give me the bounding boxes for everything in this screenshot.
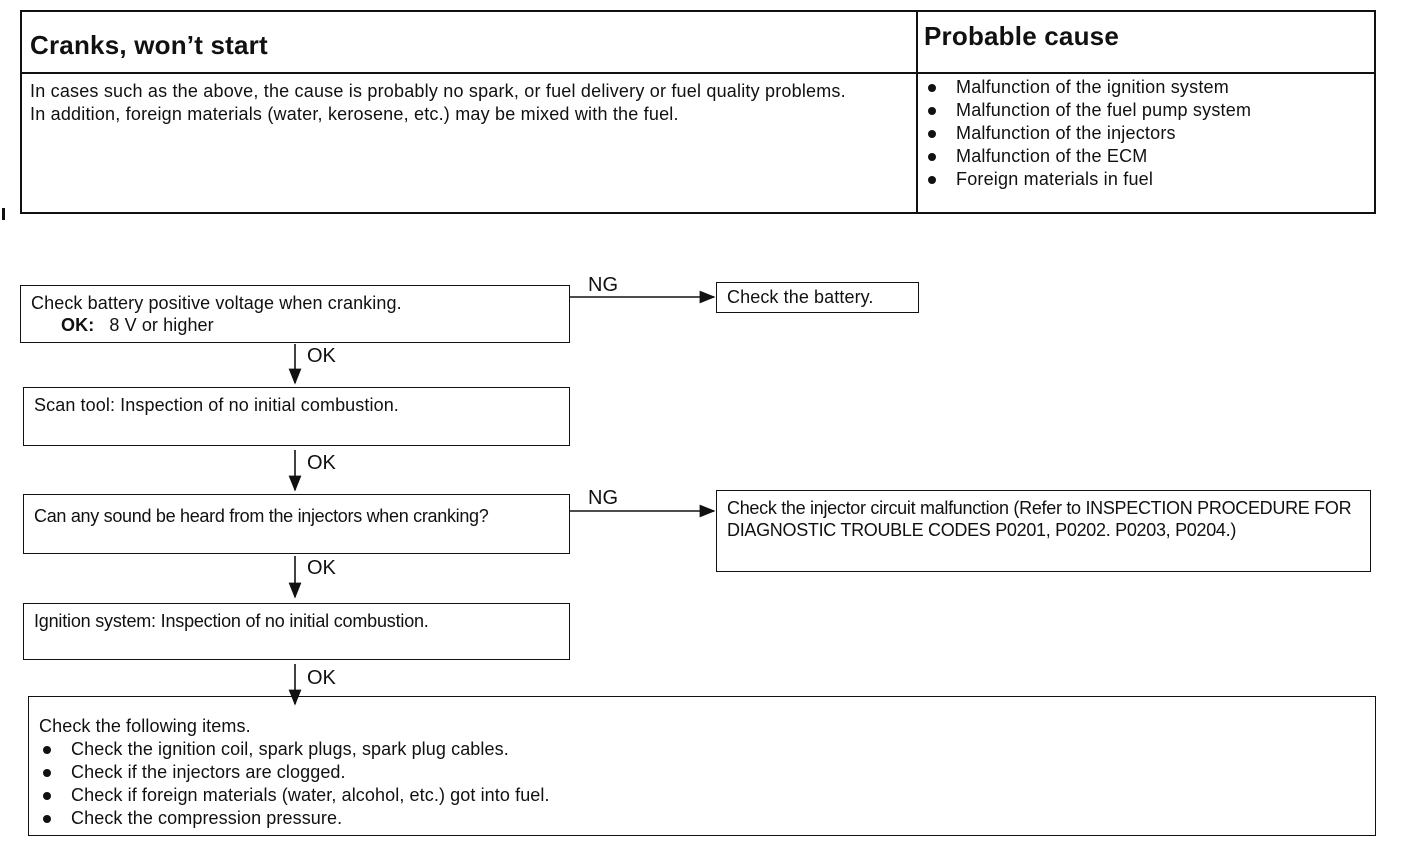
- ok-label-step2: OK: [307, 452, 336, 474]
- symptom-description: [30, 80, 910, 126]
- bullet-icon: [928, 130, 936, 138]
- cause-item: Malfunction of the ECM: [928, 145, 1251, 168]
- action-check-injector-circuit-text: Check the injector circuit malfunction (Refer to INSPECTION PROCEDURE FOR DIAGNOSTIC TROUBLE CODES P0201, P0202. P0203, P0204.): [727, 498, 1352, 540]
- ok-criterion-label: OK:: [61, 315, 95, 335]
- step-battery-check-criterion: [31, 314, 559, 336]
- probable-cause-title: Probable cause: [924, 21, 1119, 51]
- bullet-icon: [928, 153, 936, 161]
- bullet-icon: [928, 107, 936, 115]
- ok-label-step1: OK: [307, 345, 336, 367]
- ok-label-step4: OK: [307, 667, 336, 689]
- step-ignition-system-text: Ignition system: Inspection of no initial combustion.: [34, 611, 429, 631]
- step-ignition-system: [23, 603, 570, 660]
- final-check-list: [39, 738, 1365, 830]
- probable-cause-list: [928, 76, 1251, 191]
- cause-item: Malfunction of the injectors: [928, 122, 1251, 145]
- action-check-battery-text: Check the battery.: [727, 287, 874, 307]
- ng-label-step1: NG: [588, 274, 618, 296]
- ok-label-step3: OK: [307, 557, 336, 579]
- final-check-item: Check the compression pressure.: [39, 807, 1365, 830]
- bullet-icon: [928, 84, 936, 92]
- bullet-icon: [43, 746, 51, 754]
- cause-item: Foreign materials in fuel: [928, 168, 1251, 191]
- step-injector-sound-text: Can any sound be heard from the injectors when cranking?: [34, 506, 489, 526]
- cause-item: Malfunction of the ignition system: [928, 76, 1251, 99]
- step-scan-tool-text: Scan tool: Inspection of no initial combustion.: [34, 395, 399, 415]
- final-check-item: Check the ignition coil, spark plugs, spark plug cables.: [39, 738, 1365, 761]
- final-check-item: Check if foreign materials (water, alcohol, etc.) got into fuel.: [39, 784, 1365, 807]
- table-header-divider: [22, 72, 1374, 74]
- action-check-battery: [716, 282, 919, 313]
- ok-criterion-value: 8 V or higher: [109, 315, 214, 335]
- final-check-heading: Check the following items.: [39, 716, 251, 736]
- bullet-icon: [43, 815, 51, 823]
- ng-label-step3: NG: [588, 487, 618, 509]
- symptom-title: Cranks, won’t start: [30, 30, 268, 60]
- step-injector-sound: [23, 494, 570, 554]
- table-column-divider: [916, 12, 918, 212]
- description-line-1: In cases such as the above, the cause is probably no spark, or fuel delivery or fuel quality problems.: [30, 81, 846, 101]
- bullet-icon: [928, 176, 936, 184]
- description-line-2: In addition, foreign materials (water, kerosene, etc.) may be mixed with the fuel.: [30, 104, 679, 124]
- action-check-injector-circuit: [716, 490, 1371, 572]
- cause-item: Malfunction of the fuel pump system: [928, 99, 1251, 122]
- symptom-table: [20, 10, 1376, 214]
- step-battery-check: [20, 285, 570, 343]
- step-scan-tool: [23, 387, 570, 446]
- bullet-icon: [43, 769, 51, 777]
- final-check-item: Check if the injectors are clogged.: [39, 761, 1365, 784]
- step-battery-check-text: Check battery positive voltage when cranking.: [31, 293, 402, 313]
- margin-tick: [2, 208, 5, 220]
- final-check-items: [28, 696, 1376, 836]
- bullet-icon: [43, 792, 51, 800]
